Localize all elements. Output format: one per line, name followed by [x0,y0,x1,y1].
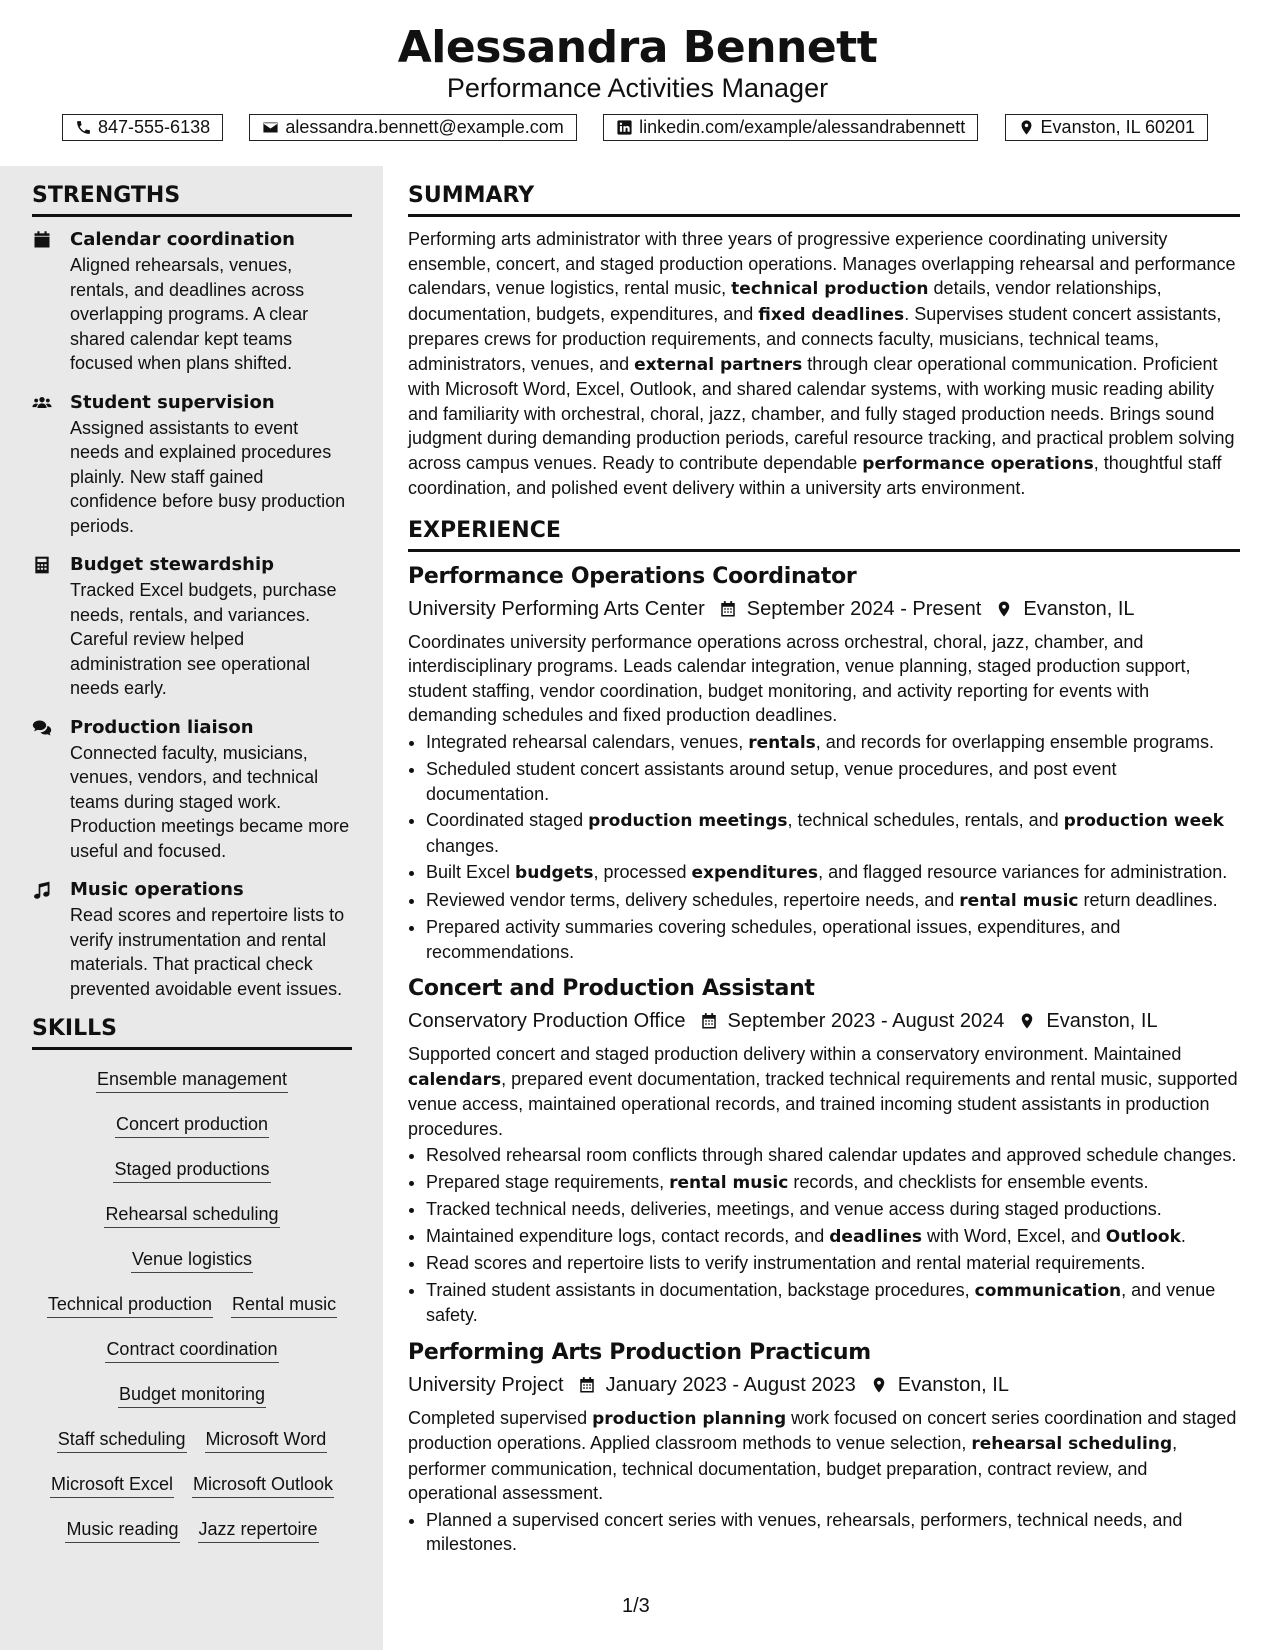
skill-row [32,1152,352,1197]
candidate-name: Alessandra Bennett [397,22,878,73]
emphasis-text: rehearsal scheduling [971,1434,1173,1454]
emphasis-text: external partners [634,354,803,375]
experience-list [408,562,1240,1557]
text-segment: , and flagged resource variances for administration. [818,862,1228,882]
job-title: Performing Arts Production Practicum [408,1339,871,1365]
text-segment: Scheduled student concert assistants around setup, venue procedures, and post event documentation. [426,759,1117,804]
strength-item [32,715,352,864]
text-segment: Performing arts administrator with three years of progressive experience coordinating university ensemble, concert, and staged production operations. Manages overlapping rehearsal and performance calendars, venue logistics, rental music, [408,229,1236,298]
emphasis-text: communication [974,1280,1122,1301]
bullet-item [426,860,1240,886]
job-entry [408,562,1240,965]
skill-row [32,1332,352,1377]
envelope-icon [262,119,279,136]
calendar-outline-icon [700,1012,718,1030]
strength-name: Budget stewardship [70,554,275,575]
text-segment: . Supervises student concert assistants, prepares crews for production requirements, and connects faculty, musicians, technical teams, administrators, venues, and [408,303,1222,374]
job-entry [408,1338,1240,1557]
job-bullets [408,1143,1240,1328]
bullet-item [426,1251,1240,1276]
skill-tag: Contract coordination [105,1336,278,1363]
summary-text [408,227,1240,501]
text-segment: Reviewed vendor terms, delivery schedules, repertoire needs, and [426,889,960,910]
job-title: Performance Operations Coordinator [408,563,857,589]
strength-item [32,390,352,539]
job-organization: University Performing Arts Center [408,597,705,620]
contact-text: alessandra.bennett@example.com [285,117,564,137]
strength-name: Student supervision [70,391,275,413]
contact-email [249,114,576,141]
skills-list [32,1062,352,1557]
calendar-icon [32,230,52,250]
skill-tag: Technical production [47,1291,213,1318]
text-segment: Trained student assistants in documentation, backstage procedures, [426,1279,975,1300]
text-segment: Coordinates university performance operations across orchestral, choral, jazz, chamber, and interdisciplinary programs. Leads calendar integration, venue planning, staged production support, student staffing, vendor coordination, budget monitoring, and activity reporting for events with demanding schedules and fixed production deadlines. [408,631,1191,725]
strengths-list [32,227,352,1001]
emphasis-text: fixed deadlines [758,304,905,325]
skill-tag: Rental music [231,1291,337,1318]
strength-desc: Read scores and repertoire lists to verify instrumentation and rental materials. That practical check prevented avoidable event issues. [70,905,345,999]
emphasis-text: budgets [515,863,594,883]
emphasis-text: performance operations [862,453,1094,474]
strength-desc: Assigned assistants to event needs and explained procedures plainly. New staff gained confidence before busy production periods. [70,417,346,536]
strength-desc: Tracked Excel budgets, purchase needs, rentals, and variances. Careful review helped administration see operational needs early. [70,580,337,698]
map-pin-icon [995,600,1013,618]
skill-tag: Staff scheduling [57,1426,187,1453]
emphasis-text: rentals [748,732,816,753]
job-dates: September 2024 - Present [746,597,982,620]
job-location: Evanston, IL [1046,1010,1158,1032]
text-segment: with Word, Excel, and [922,1225,1106,1246]
map-pin-icon [870,1376,888,1394]
contact-text: linkedin.com/example/alessandrabennett [639,117,966,137]
sidebar [0,166,383,1650]
job-description [408,1406,1240,1506]
text-segment: return deadlines. [1078,889,1218,910]
text-segment: , prepared event documentation, tracked technical requirements and rental music, supported venue access, maintained operational records, and trained incoming student assistants in production procedures. [408,1068,1238,1139]
text-segment: . [1180,1225,1186,1246]
text-segment: Supported concert and staged production delivery within a conservatory environment. Maintained [408,1044,1182,1064]
text-segment: Completed supervised [408,1407,593,1428]
contact-text: 847-555-6138 [98,117,211,137]
strength-name: Production liaison [70,716,254,738]
strength-item [32,552,352,701]
bullet-item [426,1508,1240,1557]
job-meta [408,594,1240,624]
calendar-outline-icon [578,1376,596,1394]
phone-icon [75,119,92,136]
calculator-icon [32,555,52,575]
skill-row [32,1422,352,1467]
job-description [408,1042,1240,1141]
emphasis-text: production week [1063,811,1224,831]
experience-heading: EXPERIENCE [408,517,1240,552]
map-pin-icon [1018,119,1035,136]
job-meta [408,1370,1240,1400]
skill-tag: Microsoft Excel [50,1471,174,1498]
map-pin-icon [1018,1012,1036,1030]
main-content [408,182,1240,1559]
bullet-item [426,1197,1240,1222]
skill-row [32,1107,352,1152]
emphasis-text: rental music [669,1172,789,1193]
text-segment: , thoughtful staff coordination, and polished event delivery within a university arts environment. [408,452,1222,498]
bullet-item [426,730,1240,756]
job-entry [408,974,1240,1328]
text-segment: Maintained expenditure logs, contact records, and [426,1225,830,1246]
bullet-item [426,1143,1240,1168]
bullet-item [426,757,1240,806]
skill-tag: Venue logistics [131,1246,253,1273]
job-description [408,630,1240,728]
emphasis-text: production planning [592,1408,787,1429]
strength-name: Music operations [70,879,244,900]
bullet-item [426,915,1240,964]
text-segment: Planned a supervised concert series with venues, rehearsals, performers, technical needs, and milestones. [426,1509,1183,1554]
comments-icon [32,718,52,738]
skill-tag: Music reading [65,1516,179,1543]
skill-tag: Concert production [115,1111,269,1138]
emphasis-text: Outlook [1105,1226,1181,1247]
text-segment: through clear operational communication. Proficient with Microsoft Word, Excel, Outlook, and shared calendar systems, with working music reading ability and familiarity with orchestral, choral, jazz, chamber, and fully staged production needs. Brings sound judgment during demanding production periods, careful resource tracking, and practical problem solving across campus venues. Ready to contribute dependable [408,353,1235,473]
users-icon [32,393,52,413]
job-location: Evanston, IL [1023,597,1135,620]
emphasis-text: deadlines [829,1226,922,1247]
skill-row [32,1467,352,1512]
contact-location [1005,114,1208,141]
bullet-item [426,1224,1240,1250]
job-location: Evanston, IL [897,1373,1009,1396]
emphasis-text: expenditures [691,863,819,883]
job-organization: Conservatory Production Office [408,1010,686,1032]
text-segment: changes. [426,835,500,856]
job-bullets [408,730,1240,965]
bullet-item [426,1278,1240,1328]
skill-row [32,1377,352,1422]
job-bullets [408,1508,1240,1557]
strength-item [32,877,352,1001]
candidate-title: Performance Activities Manager [446,73,829,103]
strength-name: Calendar coordination [70,229,295,250]
text-segment: records, and checklists for ensemble events. [788,1171,1149,1192]
text-segment: , performer communication, technical documentation, budget preparation, contract review, and operational assessment. [408,1433,1178,1503]
linkedin-icon [616,119,633,136]
skill-tag: Staged productions [113,1156,270,1183]
strength-item [32,227,352,376]
contact-text: Evanston, IL 60201 [1040,117,1195,137]
summary-heading: SUMMARY [408,182,1240,217]
text-segment: work focused on concert series coordination and staged production operations. Applied classroom methods to venue selection, [408,1407,1237,1453]
text-segment: , processed [593,862,692,882]
skill-tag: Jazz repertoire [198,1516,319,1543]
bullet-item [426,808,1240,858]
skill-row [32,1242,352,1287]
job-organization: University Project [408,1373,564,1396]
job-dates: January 2023 - August 2023 [605,1373,856,1396]
skill-tag: Budget monitoring [118,1381,266,1408]
text-segment: Integrated rehearsal calendars, venues, [426,731,749,752]
job-meta [408,1006,1240,1036]
text-segment: Resolved rehearsal room conflicts through shared calendar updates and approved schedule changes. [426,1145,1237,1165]
job-title: Concert and Production Assistant [408,976,815,1001]
strengths-heading: STRENGTHS [32,182,352,217]
text-segment: , and venue safety. [426,1279,1216,1325]
strength-desc: Aligned rehearsals, venues, rentals, and deadlines across overlapping programs. A clear shared calendar kept teams focused when plans shifted. [70,255,309,373]
skill-row [32,1197,352,1242]
skills-heading: SKILLS [32,1015,352,1050]
text-segment: Tracked technical needs, deliveries, meetings, and venue access during staged productions. [426,1199,1162,1219]
bullet-item [426,1170,1240,1196]
text-segment: Prepared activity summaries covering schedules, operational issues, expenditures, and recommendations. [426,917,1121,962]
text-segment: Built Excel [426,862,516,882]
text-segment: Coordinated staged [426,810,589,830]
text-segment: , technical schedules, rentals, and [787,810,1064,830]
job-dates: September 2023 - August 2024 [727,1010,1005,1032]
music-note-icon [32,880,52,900]
emphasis-text: production meetings [588,811,788,831]
skill-tag: Rehearsal scheduling [104,1201,279,1228]
emphasis-text: technical production [731,279,929,299]
emphasis-text: calendars [408,1069,502,1090]
text-segment: Prepared stage requirements, [426,1171,670,1192]
skill-tag: Microsoft Outlook [192,1471,334,1498]
bullet-item [426,888,1240,914]
resume-header [0,0,1275,104]
skill-row [32,1512,352,1557]
contact-linkedin [603,114,978,141]
skill-tag: Microsoft Word [205,1426,328,1453]
contact-phone [62,114,223,141]
text-segment: , and records for overlapping ensemble programs. [815,731,1214,752]
skill-row [32,1287,352,1332]
text-segment: Read scores and repertoire lists to verify instrumentation and rental material requirements. [426,1253,1146,1273]
skill-row [32,1062,352,1107]
calendar-outline-icon [719,600,737,618]
page-number: 1/3 [622,1595,650,1617]
emphasis-text: rental music [959,890,1079,911]
skill-tag: Ensemble management [96,1066,288,1093]
text-segment: details, vendor relationships, documentation, budgets, expenditures, and [408,278,1162,324]
strength-desc: Connected faculty, musicians, venues, vendors, and technical teams during staged work. Production meetings became more useful and focused. [70,742,350,861]
contact-bar [62,114,1208,141]
